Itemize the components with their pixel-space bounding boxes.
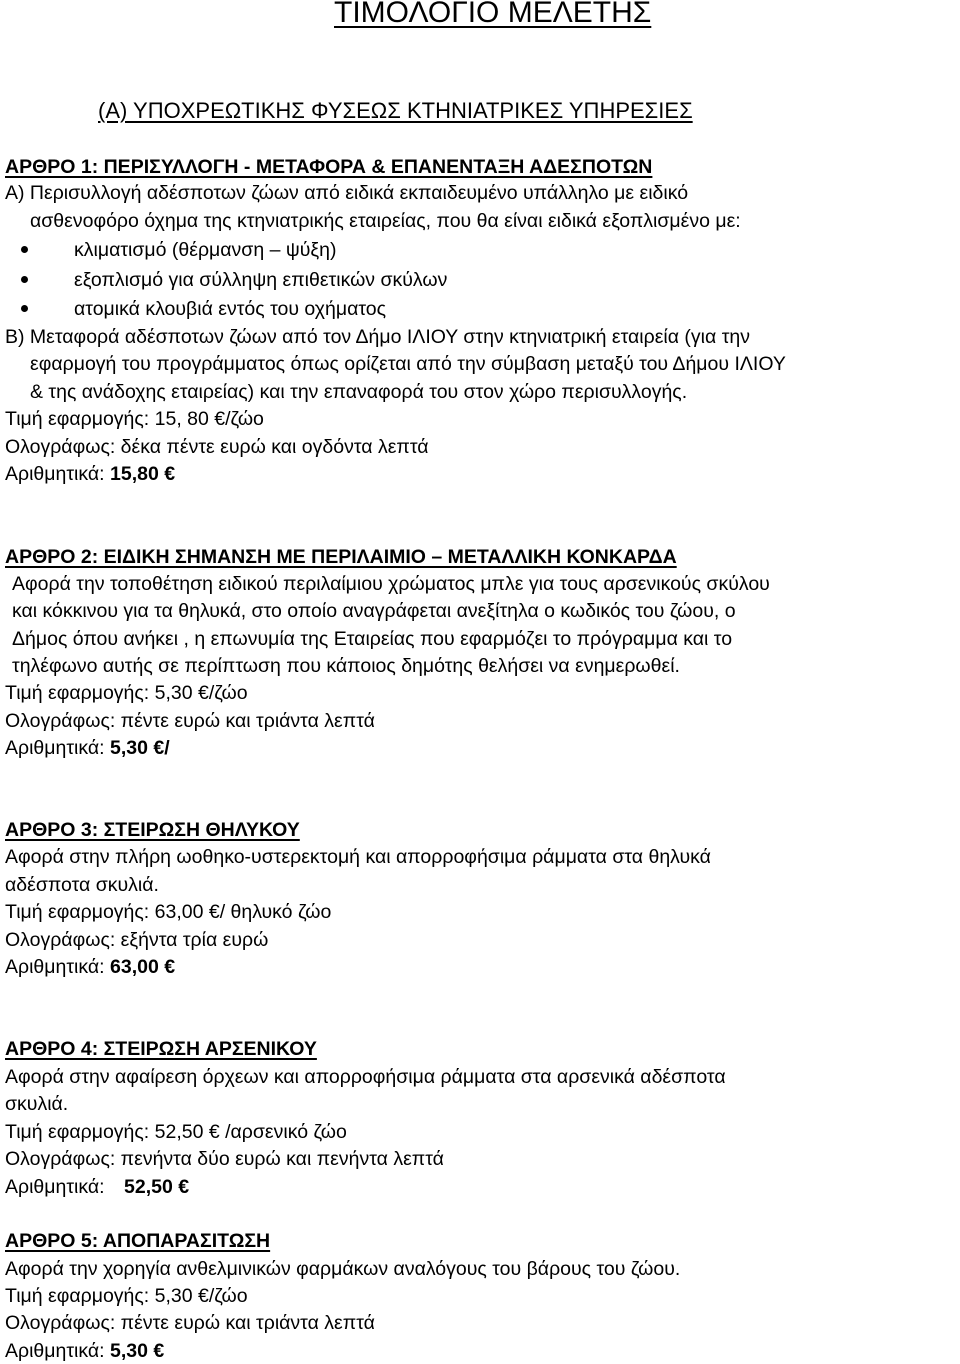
article-5-numeric — [5, 1339, 164, 1363]
numeric-label: Αριθμητικά: — [5, 737, 111, 759]
bullet-item: κλιματισμό (θέρμανση – ψύξη) — [74, 239, 337, 261]
numeric-label: Αριθμητικά: — [5, 956, 111, 978]
bullet-item: ατομικά κλουβιά εντός του οχήματος — [74, 298, 387, 320]
article-2-text: τηλέφωνο αυτής σε περίπτωση που κάποιος δημότης θελήσει να ενημερωθεί. — [12, 655, 680, 677]
article-3-in-words: Ολογράφως: εξήντα τρία ευρώ — [5, 929, 269, 951]
article-3-numeric — [5, 955, 175, 979]
page-title: ΤΙΜΟΛΟΓΙΟ ΜΕΛΕΤΗΣ — [334, 0, 652, 29]
article-1-text: εφαρμογή του προγράμματος όπως ορίζεται από την σύμβαση μεταξύ του Δήμου ΙΛΙΟΥ — [30, 353, 786, 375]
article-1-text: Α) Περισυλλογή αδέσποτων ζώων από ειδικά εκπαιδευμένο υπάλληλο με ειδικό — [5, 182, 689, 204]
article-5-price: Τιμή εφαρμογής: 5,30 €/ζώο — [5, 1285, 248, 1307]
article-1-in-words: Ολογράφως: δέκα πέντε ευρώ και ογδόντα λεπτά — [5, 436, 429, 458]
article-1-text: Β) Μεταφορά αδέσποτων ζώων από τον Δήμο ΙΛΙΟΥ στην κτηνιατρική εταιρεία (για την — [5, 326, 750, 348]
article-3-price: Τιμή εφαρμογής: 63,00 €/ θηλυκό ζώο — [5, 901, 332, 923]
article-4-text: σκυλιά. — [5, 1093, 69, 1115]
numeric-label: Αριθμητικά: — [5, 1176, 111, 1198]
numeric-value: 5,30 €/ — [110, 737, 170, 759]
article-1-price: Τιμή εφαρμογής: 15, 80 €/ζώο — [5, 408, 264, 430]
article-4-in-words: Ολογράφως: πενήντα δύο ευρώ και πενήντα λεπτά — [5, 1148, 444, 1170]
bullet-icon — [21, 246, 28, 253]
article-4-numeric — [5, 1175, 189, 1199]
article-4-heading: ΑΡΘΡΟ 4: ΣΤΕΙΡΩΣΗ ΑΡΣΕΝΙΚΟΥ — [5, 1038, 317, 1060]
numeric-value: 52,50 € — [124, 1176, 190, 1198]
bullet-icon — [21, 276, 28, 283]
article-2-price: Τιμή εφαρμογής: 5,30 €/ζώο — [5, 682, 248, 704]
article-3-text: Αφορά στην πλήρη ωοθηκο-υστερεκτομή και απορροφήσιμα ράμματα στα θηλυκά — [5, 846, 711, 868]
article-1-numeric — [5, 462, 175, 486]
article-2-text: και κόκκινου για τα θηλυκά, στο οποίο αναγράφεται ανεξίτηλα ο κωδικός του ζώου, ο — [12, 600, 736, 622]
numeric-value: 5,30 € — [110, 1340, 165, 1362]
bullet-item: εξοπλισμό για σύλληψη επιθετικών σκύλων — [74, 269, 448, 291]
article-3-heading: ΑΡΘΡΟ 3: ΣΤΕΙΡΩΣΗ ΘΗΛΥΚΟΥ — [5, 819, 300, 841]
article-4-price: Τιμή εφαρμογής: 52,50 € /αρσενικό ζώο — [5, 1121, 347, 1143]
article-2-heading: ΑΡΘΡΟ 2: ΕΙΔΙΚΗ ΣΗΜΑΝΣΗ ΜΕ ΠΕΡΙΛΑΙΜΙΟ – ΜΕΤΑΛΛΙΚΗ ΚΟΝΚΑΡΔΑ — [5, 546, 677, 568]
article-3-text: αδέσποτα σκυλιά. — [5, 874, 159, 896]
article-2-text: Δήμος όπου ανήκει , η επωνυμία της Εταιρείας που εφαρμόζει το πρόγραμμα και το — [12, 628, 733, 650]
article-5-in-words: Ολογράφως: πέντε ευρώ και τριάντα λεπτά — [5, 1312, 375, 1334]
numeric-label: Αριθμητικά: — [5, 1340, 111, 1362]
article-1-text: ασθενοφόρο όχημα της κτηνιατρικής εταιρείας, που θα είναι ειδικά εξοπλισμένο με: — [30, 210, 741, 232]
numeric-value: 63,00 € — [110, 956, 176, 978]
numeric-value: 15,80 € — [110, 463, 176, 485]
article-5-heading: ΑΡΘΡΟ 5: ΑΠΟΠΑΡΑΣΙΤΩΣΗ — [5, 1230, 271, 1252]
article-1-text: & της ανάδοχης εταιρείας) και την επαναφορά του στον χώρο περισυλλογής. — [30, 381, 688, 403]
article-1-heading: ΑΡΘΡΟ 1: ΠΕΡΙΣΥΛΛΟΓΗ - ΜΕΤΑΦΟΡΑ & ΕΠΑΝΕΝΤΑΞΗ ΑΔΕΣΠΟΤΩΝ — [5, 156, 653, 178]
article-4-text: Αφορά στην αφαίρεση όρχεων και απορροφήσιμα ράμματα στα αρσενικά αδέσποτα — [5, 1066, 726, 1088]
article-2-in-words: Ολογράφως: πέντε ευρώ και τριάντα λεπτά — [5, 710, 375, 732]
page-subtitle: (Α) ΥΠΟΧΡΕΩΤΙΚΗΣ ΦΥΣΕΩΣ ΚΤΗΝΙΑΤΡΙΚΕΣ ΥΠΗΡΕΣΙΕΣ — [98, 98, 693, 123]
article-5-text: Αφορά την χορηγία ανθελμινικών φαρμάκων αναλόγους του βάρους του ζώου. — [5, 1258, 681, 1280]
numeric-label: Αριθμητικά: — [5, 463, 111, 485]
article-2-text: Αφορά την τοποθέτηση ειδικού περιλαίμιου χρώματος μπλε για τους αρσενικούς σκύλου — [12, 573, 770, 595]
bullet-icon — [21, 305, 28, 312]
article-2-numeric — [5, 736, 170, 760]
